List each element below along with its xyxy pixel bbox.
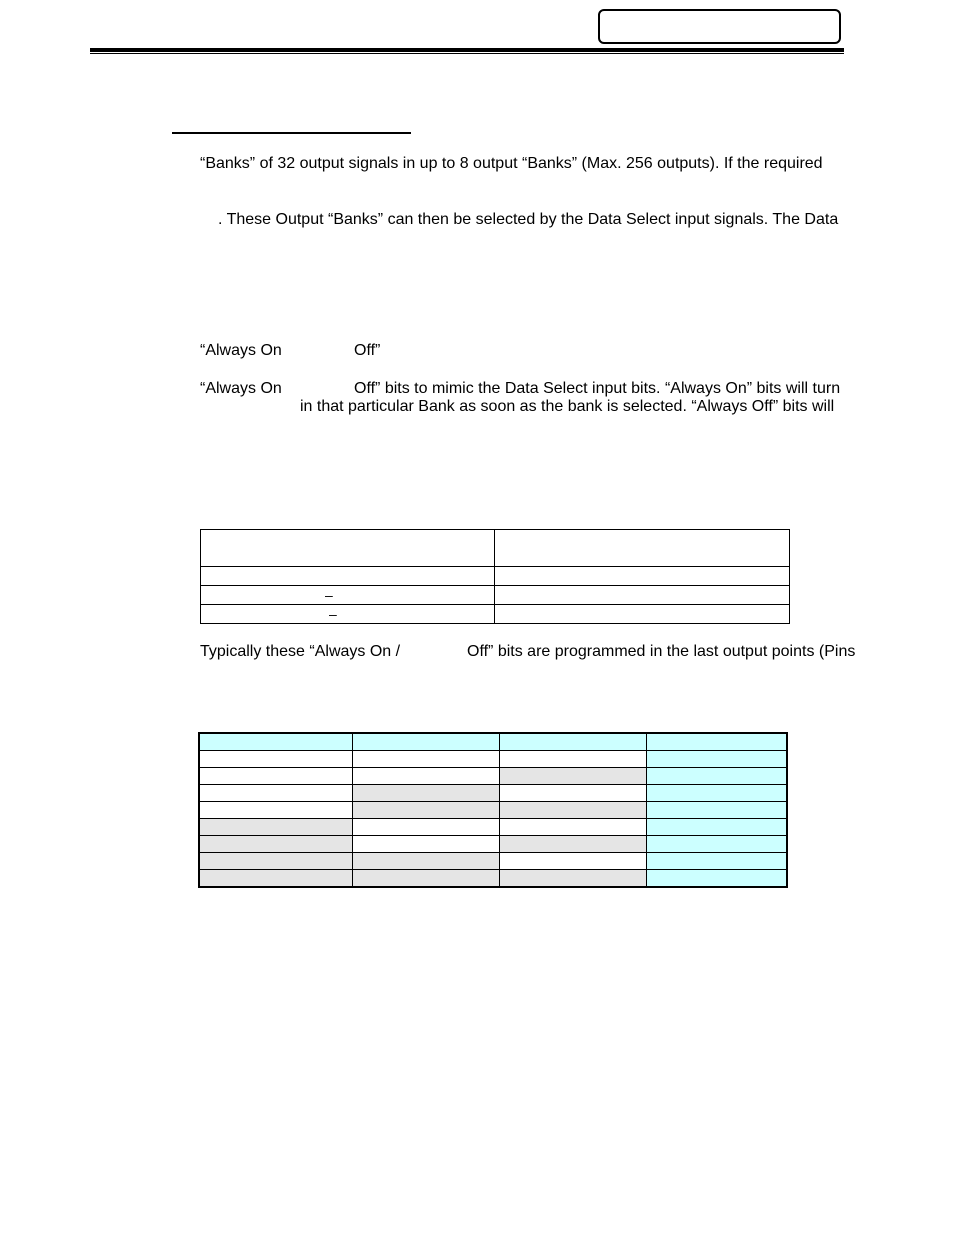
table-cell [500,785,647,802]
header-cell [353,733,500,751]
table-row [201,567,790,586]
bank-select-table [198,732,788,888]
table-cell [500,870,647,888]
table-cell [500,836,647,853]
table-cell [199,870,353,888]
typically-text-cont: Off” bits are programmed in the last output points (Pins [467,643,856,660]
always-off-text: Off” bits to mimic the Data Select input bits. “Always On” bits will turn [354,380,841,397]
table-cell [201,586,495,605]
table-cell [495,567,790,586]
table-cell [201,567,495,586]
always-on-off-table [200,529,790,624]
table-cell [500,751,647,768]
section-heading-underline [172,132,411,134]
table-header-row [199,733,787,751]
bank-selected-text: in that particular Bank as soon as the bank is selected. “Always Off” bits will [300,398,835,415]
table-cell [495,530,790,567]
header-cell [500,733,647,751]
header-cell [647,733,788,751]
always-on-text: “Always On [200,380,282,397]
table-cell [647,802,788,819]
table-cell [199,768,353,785]
table-cell [353,870,500,888]
table-cell [500,853,647,870]
table-row [199,819,787,836]
table-row [201,586,790,605]
table-row [199,870,787,888]
header-rule-thick [90,48,844,52]
table-cell [647,785,788,802]
header-rule-thin [90,53,844,54]
table-cell [353,751,500,768]
table-cell [647,768,788,785]
table-cell [353,853,500,870]
header-label-box [598,9,841,44]
table-cell [353,836,500,853]
dash-mark: – [325,587,333,603]
table-row [199,768,787,785]
always-off-label: Off” [354,342,381,359]
table-cell [199,785,353,802]
table-cell [199,751,353,768]
table-cell [647,870,788,888]
table-cell [495,605,790,624]
table-cell [353,768,500,785]
table-row [199,836,787,853]
table-cell [353,819,500,836]
table-cell [500,802,647,819]
table-cell [500,768,647,785]
table-cell [647,751,788,768]
table-cell [647,819,788,836]
table-cell [201,605,495,624]
paragraph-output-banks: . These Output “Banks” can then be selected by the Data Select input signals. The Data [218,211,839,228]
table-row [199,785,787,802]
table-row [199,853,787,870]
table-row [199,802,787,819]
table-cell [201,530,495,567]
table-cell [199,819,353,836]
paragraph-banks: “Banks” of 32 output signals in up to 8 output “Banks” (Max. 256 outputs). If the required [200,155,823,172]
table-cell [353,785,500,802]
table-cell [199,802,353,819]
table-cell [353,802,500,819]
dash-mark: – [329,606,337,622]
typically-text: Typically these “Always On / [200,643,401,660]
table-row [201,530,790,567]
table-cell [199,853,353,870]
table-row [201,605,790,624]
table-cell [495,586,790,605]
always-on-label: “Always On [200,342,282,359]
table-cell [647,836,788,853]
table-cell [199,836,353,853]
header-cell [199,733,353,751]
table-row [199,751,787,768]
table-cell [500,819,647,836]
table-cell [647,853,788,870]
